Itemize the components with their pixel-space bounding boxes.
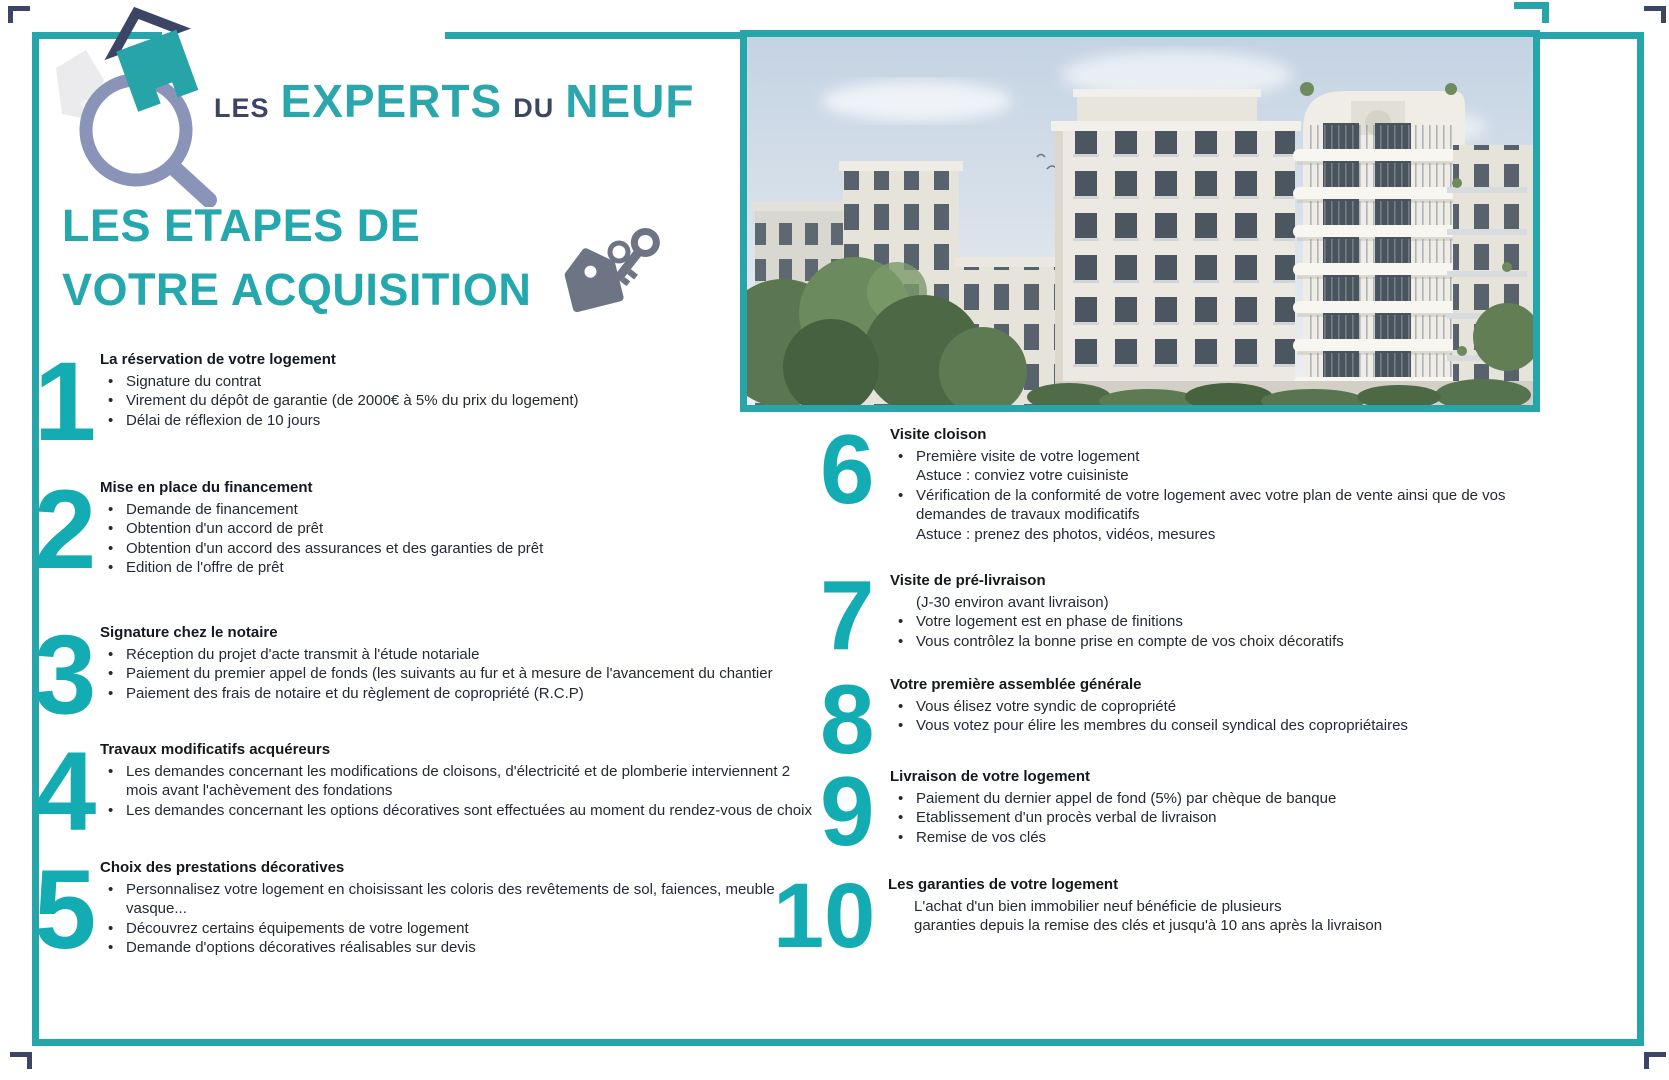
step-7 [820,560,1508,670]
bullet-item: • Réception du projet d'acte transmit à l'étude notariale [100,645,812,665]
bullet-item: • Demande d'options décoratives réalisables sur devis [100,938,812,958]
step-items [890,593,1508,652]
step-heading: Mise en place du financement [100,479,313,496]
bullet-item: • Demande de financement [100,500,812,520]
bullet-item: • Les demandes concernant les modifications de cloisons, d'électricité et de plomberie interviennent 2 mois avant l'achèvement des fondations [100,762,812,801]
step-number: 6 [820,414,875,524]
step-number: 8 [820,664,875,774]
bullet-item: • Personnalisez votre logement en choisissant les coloris des revêtements de sol, faiences, meuble vasque... [100,880,812,919]
bullet-item: • Paiement du premier appel de fonds (les suivants au fur et à mesure de l'avancement du chantier [100,664,812,684]
step-heading: Travaux modificatifs acquéreurs [100,741,331,758]
bullet-item: • Vérification de la conformité de votre logement avec votre plan de vente ainsi que de vos demandes de travaux modificatifs [890,486,1508,525]
bullet-item: • Edition de l'offre de prêt [100,558,812,578]
bullet-item: • Vous contrôlez la bonne prise en compte de vos choix décoratifs [890,632,1508,652]
bullet-item: • Etablissement d'un procès verbal de livraison [890,808,1508,828]
step-number: 4 [34,729,97,854]
step-heading: Visite cloison [890,426,987,443]
step-number: 9 [820,756,875,866]
page-title-line2: VOTRE ACQUISITION [62,264,532,315]
step-heading: Signature chez le notaire [100,624,278,641]
bullet-item: • Virement du dépôt de garantie (de 2000€ à 5% du prix du logement) [100,391,812,411]
bullet-item: • Délai de réflexion de 10 jours [100,411,812,431]
note-line: L'achat d'un bien immobilier neuf bénéficie de plusieurs [914,897,1282,915]
step-number: 10 [773,865,876,967]
bullet-item: • Paiement du dernier appel de fond (5%) par chèque de banque [890,789,1508,809]
step-content [890,675,1508,757]
step-9 [820,756,1508,866]
bullet-item: • Remise de vos clés [890,828,1508,848]
bullet-item: • Obtention d'un accord des assurances et des garanties de prêt [100,539,812,559]
note-line: Astuce : conviez votre cuisiniste [916,467,1129,484]
brand-word-du: DU [513,93,555,123]
step-number: 7 [820,560,875,670]
step-items [890,789,1508,848]
note-line: (J-30 environ avant livraison) [916,593,1109,611]
step-number: 3 [34,612,97,737]
bullet-item: • Votre logement est en phase de finitions [890,612,1508,632]
step-heading: Choix des prestations décoratives [100,859,345,876]
step-items [890,697,1508,736]
step-6 [820,414,1508,544]
brand-word-neuf: NEUF [565,75,695,127]
bullet-item: • Vous votez pour élire les membres du conseil syndical des copropriétaires [890,716,1508,736]
step-heading: Votre première assemblée générale [890,676,1142,693]
bullet-item: • Première visite de votre logement [890,447,1508,467]
note-line: Astuce : prenez des photos, vidéos, mesures [916,525,1216,543]
brand-word-les: LES [214,93,270,123]
bullet-item: • Signature du contrat [100,372,812,392]
step-10 [773,865,1506,967]
step-number: 1 [34,339,97,464]
page-title-line1: LES ETAPES DE [62,200,421,251]
step-content [890,767,1508,849]
step-heading: Les garanties de votre logement [888,876,1119,893]
brand-word-experts: EXPERTS [280,75,503,127]
step-content [890,571,1508,653]
bullet-item: • Obtention d'un accord de prêt [100,519,812,539]
bullet-item: • Paiement des frais de notaire et du règlement de copropriété (R.C.P) [100,684,812,704]
step-number: 5 [34,847,97,972]
step-number: 2 [34,467,97,592]
bullet-item: • Les demandes concernant les options décoratives sont effectuées au moment du rendez-vous de choix [100,801,812,821]
step-items [888,897,1506,936]
step-content [888,875,1506,953]
step-heading: La réservation de votre logement [100,351,336,368]
bullet-item: • Vous élisez votre syndic de copropriété [890,697,1508,717]
step-items [890,447,1508,545]
note-line: garanties depuis la remise des clés et jusqu'à 10 ans après la livraison [914,917,1383,934]
bullet-item: • Découvrez certains équipements de votre logement [100,919,812,939]
step-content [890,425,1508,544]
step-heading: Visite de pré-livraison [890,572,1046,589]
step-heading: Livraison de votre logement [890,768,1091,785]
step-8 [820,664,1508,774]
